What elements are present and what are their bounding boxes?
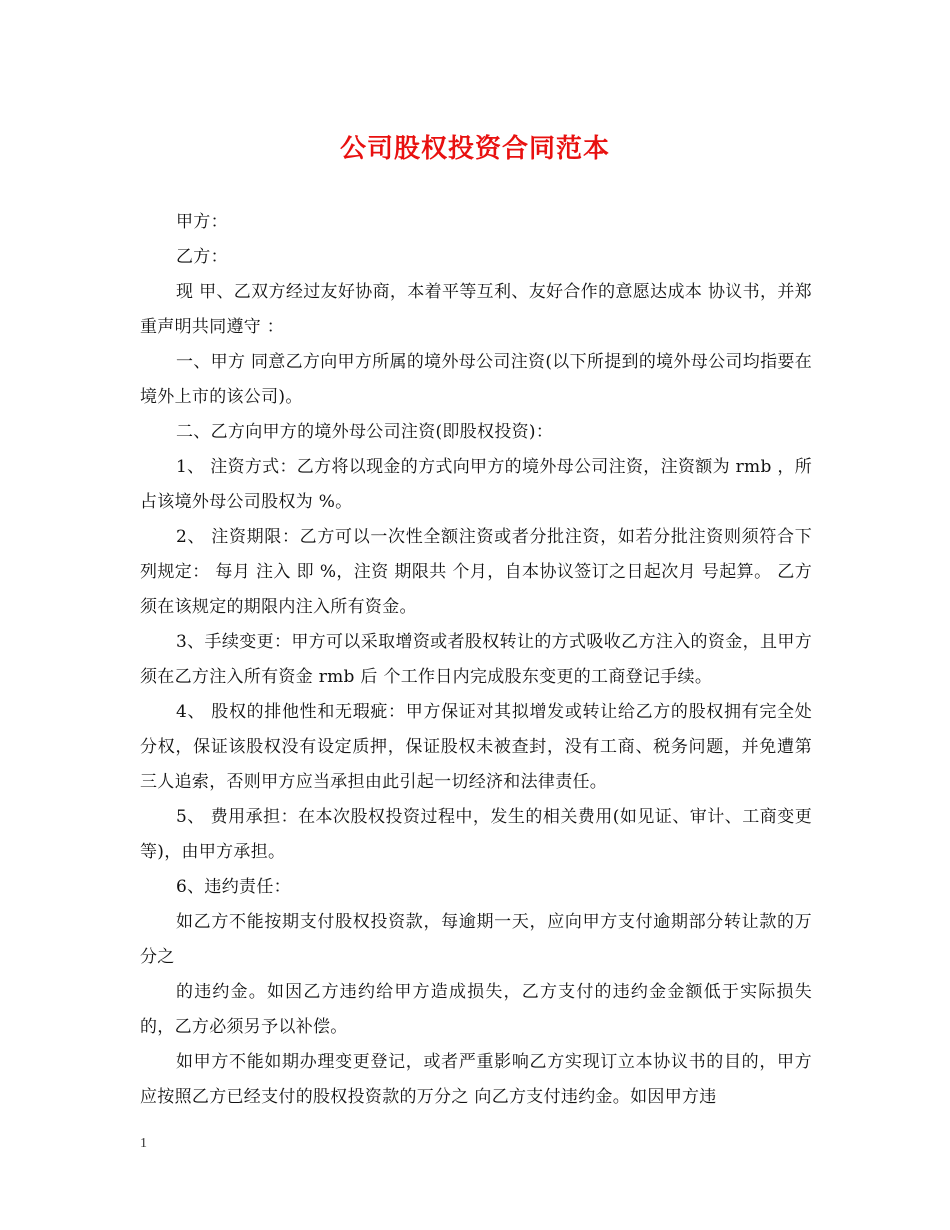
paragraph-clause-1: 一、甲方 同意乙方向甲方所属的境外母公司注资(以下所提到的境外母公司均指要在境外上市的该公司)。 [140, 352, 812, 407]
paragraph-equity-exclusivity: 4、 股权的排他性和无瑕疵：甲方保证对其拟增发或转让给乙方的股权拥有完全处分权，保证该股权没有设定质押，保证股权未被查封，没有工商、税务问题，并免遭第三人追索，否则甲方应当承担由此引起一切经济和法律责任。 [140, 702, 812, 792]
page-title: 公司股权投资合同范本 [339, 134, 610, 164]
paragraph-preamble: 现 甲、乙双方经过友好协商，本着平等互利、友好合作的意愿达成本 协议书，并郑重声明共同遵守 ： [140, 282, 812, 337]
paragraph-cost-bearing: 5、 费用承担：在本次股权投资过程中，发生的相关费用(如见证、审计、工商变更等)，由甲方承担。 [140, 807, 812, 862]
page-number: 1 [140, 1136, 147, 1151]
paragraph-investment-period: 2、 注资期限：乙方可以一次性全额注资或者分批注资，如若分批注资则须符合下列规定： 每月 注入 即 %，注资 期限共 个月，自本协议签订之日起次月 号起算。 乙方须在该规定的期限内注入所有资金。 [140, 527, 812, 617]
paragraph-party-a: 甲方： [176, 212, 228, 232]
paragraph-party-b: 乙方： [176, 247, 228, 267]
paragraph-procedure-change: 3、手续变更：甲方可以采取增资或者股权转让的方式吸收乙方注入的资金，且甲方须在乙方注入所有资金 rmb 后 个工作日内完成股东变更的工商登记手续。 [140, 632, 812, 687]
paragraph-liability-party-b-cont: 的违约金。如因乙方违约给甲方造成损失，乙方支付的违约金金额低于实际损失的，乙方必须另予以补偿。 [140, 982, 812, 1037]
paragraph-investment-method: 1、 注资方式：乙方将以现金的方式向甲方的境外母公司注资，注资额为 rmb ，所占该境外母公司股权为 %。 [140, 457, 812, 512]
paragraph-liability-party-b: 如乙方不能按期支付股权投资款，每逾期一天，应向甲方支付逾期部分转让款的万分之 [140, 912, 812, 967]
paragraph-liability-heading: 6、违约责任： [176, 877, 291, 897]
paragraph-liability-party-a: 如甲方不能如期办理变更登记，或者严重影响乙方实现订立本协议书的目的，甲方应按照乙方已经支付的股权投资款的万分之 向乙方支付违约金。如因甲方违 [140, 1052, 812, 1107]
paragraph-clause-2: 二、乙方向甲方的境外母公司注资(即股权投资)： [176, 422, 554, 442]
document-body [140, 205, 812, 1115]
